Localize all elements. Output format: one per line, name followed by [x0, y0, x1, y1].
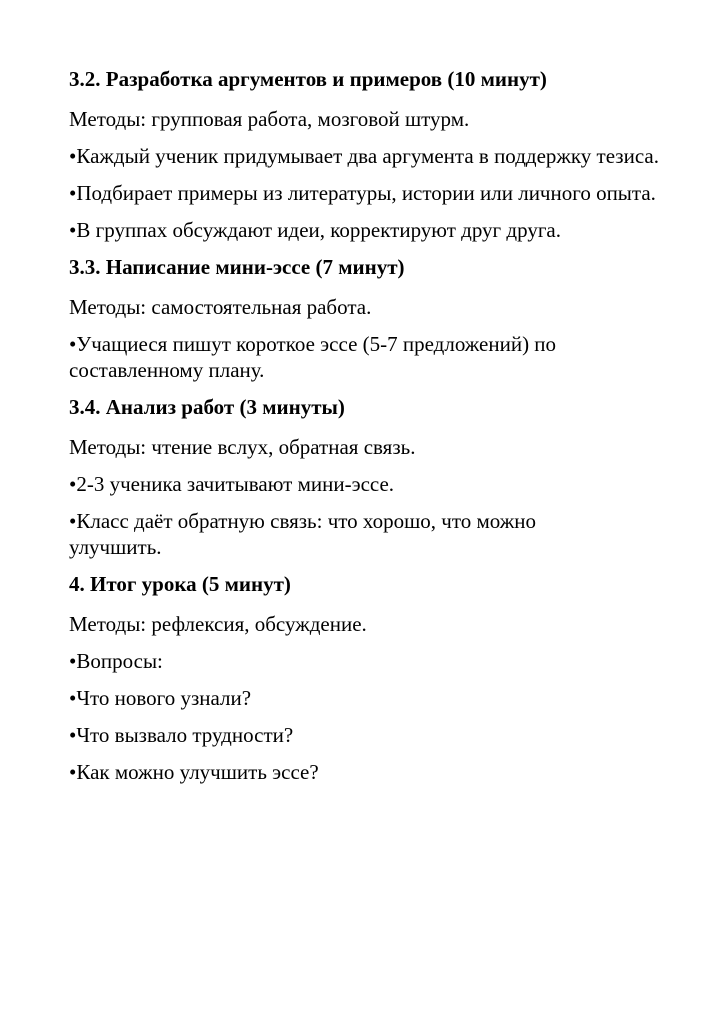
bullet-item: •Подбирает примеры из литературы, истории или личного опыта.: [69, 181, 656, 205]
bullet-item: •Как можно улучшить эссе?: [69, 760, 319, 784]
bullet-item: •Учащиеся пишут короткое эссе (5-7 предложений) по составленному плану.: [69, 332, 557, 382]
bullet-item: •В группах обсуждают идеи, корректируют друг друга.: [69, 218, 562, 242]
methods-line: Методы: рефлексия, обсуждение.: [69, 612, 367, 636]
methods-line: Методы: групповая работа, мозговой штурм.: [69, 107, 470, 131]
document-page: [69, 66, 669, 796]
bullet-item: •Каждый ученик придумывает два аргумента в поддержку тезиса.: [69, 144, 659, 168]
section-heading: 4. Итог урока (5 минут): [69, 572, 291, 596]
bullet-item: •Вопросы:: [69, 649, 163, 673]
section-heading: 3.2. Разработка аргументов и примеров (10 минут): [69, 67, 547, 91]
bullet-item: •Класс даёт обратную связь: что хорошо, что можно улучшить.: [69, 509, 537, 559]
section-heading: 3.4. Анализ работ (3 минуты): [69, 395, 345, 419]
methods-line: Методы: самостоятельная работа.: [69, 295, 372, 319]
bullet-item: •Что нового узнали?: [69, 686, 252, 710]
methods-line: Методы: чтение вслух, обратная связь.: [69, 435, 416, 459]
bullet-item: •2-3 ученика зачитывают мини-эссе.: [69, 472, 395, 496]
bullet-item: •Что вызвало трудности?: [69, 723, 294, 747]
section-heading: 3.3. Написание мини-эссе (7 минут): [69, 255, 405, 279]
